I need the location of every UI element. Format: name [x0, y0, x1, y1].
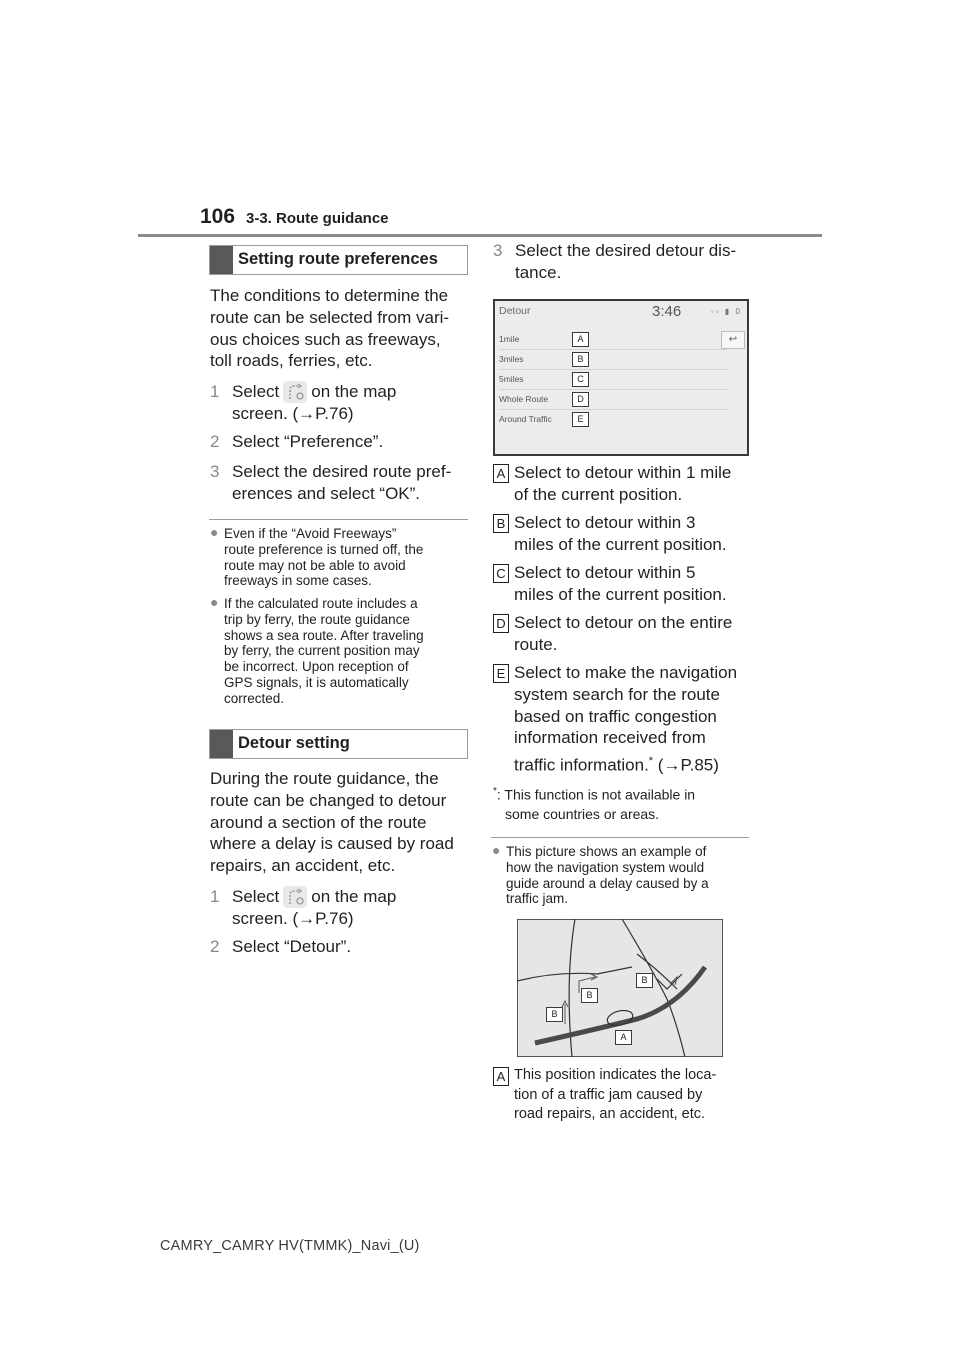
screen-row-text: Around Traffic: [499, 414, 552, 424]
heading-bar: [210, 246, 233, 274]
step-text: Select the desired detour dis-: [515, 241, 737, 260]
note-line: Even if the “Avoid Freeways”: [224, 526, 397, 541]
step-text: on the map: [311, 887, 397, 906]
screen-row-text: Whole Route: [499, 394, 549, 404]
note-line: route may not be able to avoid: [224, 557, 406, 573]
item-e-text: [514, 662, 737, 777]
header-rule: [138, 234, 822, 237]
detour-setting-heading: [209, 729, 468, 759]
label-d: D: [493, 614, 509, 633]
note-line: route preference is turned off, the: [224, 541, 424, 557]
step-text: Select the desired route pref-: [232, 462, 452, 481]
bullet-icon: ●: [210, 524, 219, 540]
footer-model: CAMRY_CAMRY HV(TMMK)_Navi_(U): [160, 1238, 420, 1254]
step-number: 1: [210, 382, 220, 401]
section-title: 3-3. Route guidance: [246, 210, 389, 227]
asterisk: *: [648, 755, 654, 768]
step-number: 2: [210, 937, 220, 956]
route-options-icon: [283, 886, 307, 908]
note-line: shows a sea route. After traveling: [224, 627, 424, 643]
text-line: During the route guidance, the: [210, 769, 439, 788]
route-pref-intro: [210, 285, 449, 372]
note-line: trip by ferry, the route guidance: [224, 611, 410, 627]
footnote-line: : This function is not available in: [496, 786, 696, 803]
text-line: based on traffic congestion: [514, 706, 717, 726]
text-line: Select to detour within 3: [514, 513, 696, 532]
screen-row-divider: [499, 349, 727, 350]
caption-line: This position indicates the loca-: [514, 1067, 717, 1083]
text-line: Select to detour within 1 mile: [514, 463, 732, 482]
map-label-b: B: [636, 973, 653, 988]
traffic-map-illustration: [517, 919, 723, 1057]
screen-row-divider: [499, 409, 727, 410]
label-b: B: [493, 514, 509, 533]
note-line: If the calculated route includes a: [224, 596, 418, 611]
text-line: miles of the current position.: [514, 534, 727, 554]
note-line: traffic jam.: [506, 891, 569, 907]
step-number: 1: [210, 887, 220, 906]
step-text: Select: [232, 887, 280, 906]
text-segment: (→P.85): [653, 755, 719, 775]
note-divider: [209, 519, 468, 520]
item-d-text: [514, 612, 732, 656]
screen-row-label: E: [572, 412, 589, 427]
screen-row-text: 5miles: [499, 374, 524, 384]
text-line: route.: [514, 634, 558, 654]
heading-bar: [210, 730, 233, 758]
text-line: around a section of the route: [210, 812, 427, 832]
screen-row-label: D: [572, 392, 589, 407]
step-text: screen. (→P.76): [232, 909, 354, 928]
footnote-line: some countries or areas.: [505, 805, 660, 822]
note-line: be incorrect. Upon reception of: [224, 659, 409, 675]
item-c-text: [514, 562, 727, 606]
step-text: Select “Preference”.: [232, 432, 384, 451]
map-label-b: B: [581, 988, 598, 1003]
text-line: route can be changed to detour: [210, 790, 447, 810]
caption-text: [514, 1066, 716, 1125]
screen-row-text: 1mile: [499, 334, 520, 344]
text-line: route can be selected from vari-: [210, 307, 450, 327]
map-label-a: A: [615, 1030, 632, 1045]
text-segment: traffic information.: [514, 755, 649, 775]
screen-row-divider: [499, 389, 727, 390]
screen-row-text: 3miles: [499, 354, 524, 364]
text-line: repairs, an accident, etc.: [210, 856, 396, 876]
item-b-text: [514, 512, 727, 556]
caption-label-a: A: [493, 1067, 509, 1086]
step-number: 3: [493, 241, 503, 260]
asterisk: *: [493, 786, 497, 797]
text-line: Select to detour within 5: [514, 563, 696, 582]
screen-row-label: A: [572, 332, 589, 347]
text-line: [514, 751, 737, 776]
screen-status: ◦◦ ▮ 0: [711, 307, 742, 316]
screen-row-label: B: [572, 352, 589, 367]
route-preferences-heading: [209, 245, 468, 275]
map-label-b: B: [546, 1007, 563, 1022]
screen-title: Detour: [499, 305, 531, 317]
step-number: 3: [210, 462, 220, 481]
text-line: miles of the current position.: [514, 584, 727, 604]
screen-row-label: C: [572, 372, 589, 387]
step-text: Select “Detour”.: [232, 937, 352, 956]
note-line: This picture shows an example of: [506, 844, 707, 859]
text-line: Select to make the navigation: [514, 663, 738, 682]
caption-line: tion of a traffic jam caused by: [514, 1086, 703, 1103]
step-text: tance.: [515, 262, 562, 282]
step-text: Select: [232, 382, 280, 401]
note-line: by ferry, the current position may: [224, 643, 420, 659]
text-line: where a delay is caused by road: [210, 834, 454, 854]
note-line: freeways in some cases.: [224, 573, 372, 589]
caption-line: road repairs, an accident, etc.: [514, 1106, 706, 1122]
text-line: ous choices such as freeways,: [210, 329, 441, 349]
label-e: E: [493, 664, 509, 683]
item-a-text: [514, 462, 731, 506]
route-options-icon: [283, 381, 307, 403]
heading-text: Setting route preferences: [238, 250, 438, 268]
heading-text: Detour setting: [238, 734, 350, 752]
screen-row-divider: [499, 369, 727, 370]
note-line: GPS signals, it is automatically: [224, 674, 409, 690]
step-text: screen. (→P.76): [232, 404, 354, 423]
note-line: guide around a delay caused by a: [506, 875, 709, 891]
step-text: erences and select “OK”.: [232, 483, 421, 503]
text-line: information received from: [514, 728, 706, 748]
text-line: The conditions to determine the: [210, 286, 449, 305]
footnote: [493, 782, 695, 824]
page-number: 106: [200, 205, 236, 228]
note-divider: [491, 837, 749, 838]
step-number: 2: [210, 432, 220, 451]
back-button: ↩: [721, 331, 745, 349]
bullet-icon: ●: [492, 842, 501, 858]
note-line: corrected.: [224, 690, 285, 706]
screen-display: [495, 301, 747, 454]
label-a: A: [493, 464, 509, 483]
text-line: of the current position.: [514, 484, 683, 504]
text-line: toll roads, ferries, etc.: [210, 351, 373, 371]
text-line: system search for the route: [514, 684, 720, 704]
detour-intro: [210, 768, 454, 877]
detour-screen-image: [493, 299, 749, 456]
screen-clock: 3:46: [652, 303, 682, 320]
note-line: how the navigation system would: [506, 859, 705, 875]
bullet-icon: ●: [210, 594, 219, 610]
text-line: Select to detour on the entire: [514, 613, 733, 632]
step-text: on the map: [311, 382, 397, 401]
label-c: C: [493, 564, 509, 583]
